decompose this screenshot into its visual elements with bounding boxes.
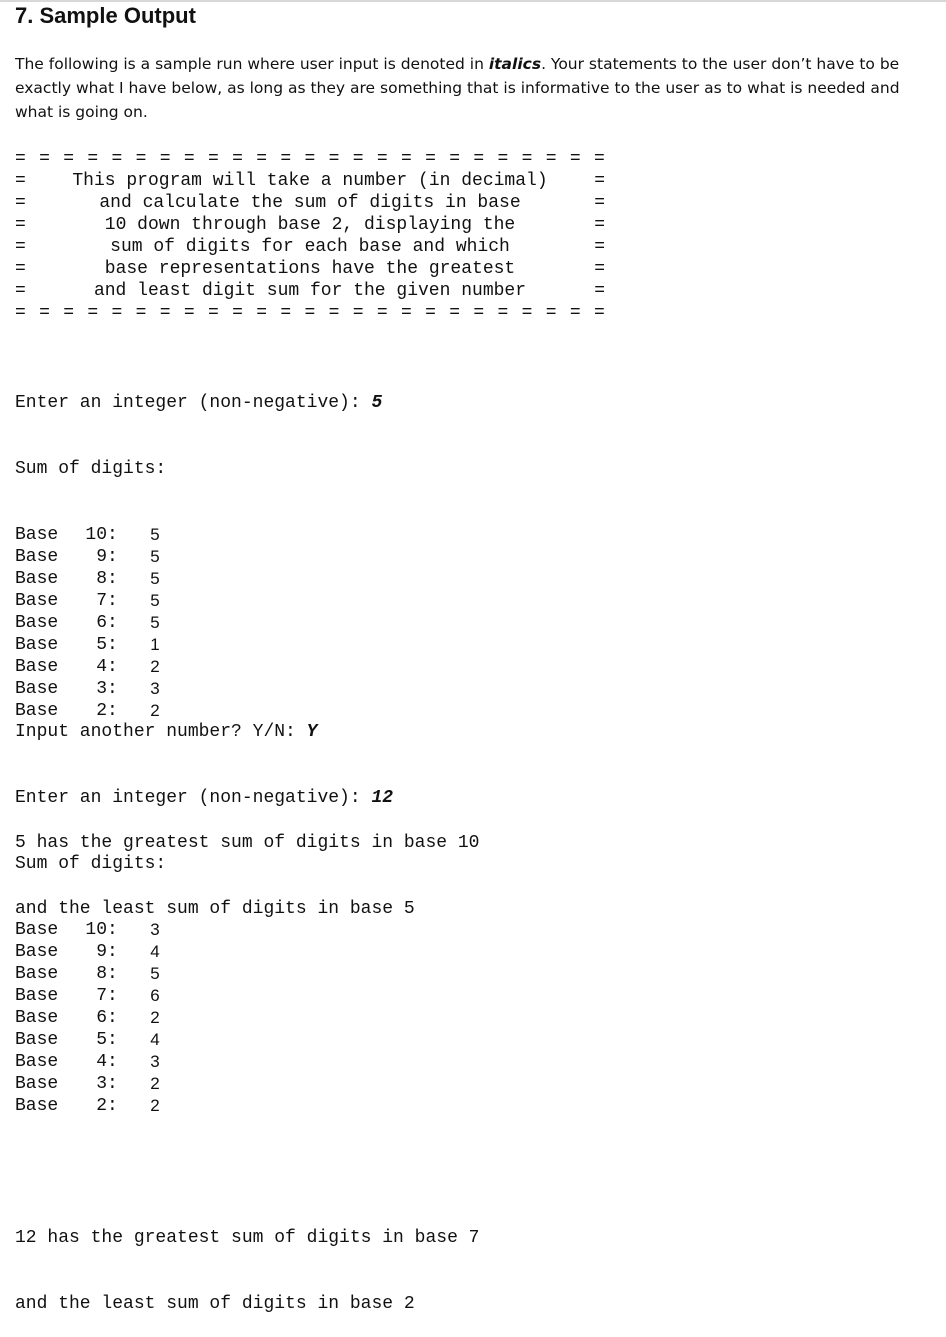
base-colon: :: [107, 547, 118, 567]
base-number: 2: [96, 701, 107, 721]
base-number: 6: [96, 613, 107, 633]
banner-border-char: =: [39, 303, 50, 323]
banner-border-char: =: [473, 303, 485, 323]
base-colon: :: [107, 701, 118, 721]
base-label: Base: [15, 1074, 59, 1094]
banner-border-char: =: [425, 303, 436, 323]
base-row: [15, 985, 479, 1007]
base-row: [15, 634, 479, 656]
base-colon: :: [107, 1030, 118, 1050]
base-label: Base: [15, 613, 59, 633]
banner-border-char: =: [15, 259, 26, 279]
base-number: 6: [96, 1008, 107, 1028]
base-row: [15, 1007, 479, 1029]
digit-sum-value: 3: [150, 920, 160, 939]
base-label: Base: [15, 1096, 59, 1116]
base-row: [15, 1029, 479, 1051]
user-input: 12: [371, 788, 394, 808]
banner-border-char: =: [449, 303, 461, 323]
base-label: Base: [15, 1052, 59, 1072]
banner-border-char: =: [594, 281, 605, 301]
base-colon: :: [107, 964, 118, 984]
digit-sum-value: 6: [150, 986, 160, 1005]
section-heading: 7. Sample Output: [15, 3, 196, 28]
base-number: 2: [96, 1096, 107, 1116]
base-row: [15, 568, 479, 590]
base-row: [15, 919, 479, 941]
banner-border-char: =: [425, 149, 436, 169]
summary-greatest: 12 has the greatest sum of digits in base 7: [15, 1228, 480, 1248]
base-row: [15, 524, 479, 546]
banner-border-char: =: [208, 303, 219, 323]
digit-sum-value: 2: [150, 701, 160, 720]
base-row: [15, 590, 479, 612]
base-number: 3: [96, 1074, 107, 1094]
banner-border-char: =: [473, 149, 485, 169]
digit-sum-value: 5: [150, 547, 160, 566]
banner-border-char: =: [111, 303, 123, 323]
banner-border-char: =: [87, 149, 99, 169]
banner-border-char: =: [15, 149, 26, 169]
base-colon: :: [107, 920, 118, 940]
banner-border-char: =: [208, 149, 219, 169]
base-number: 5: [96, 635, 107, 655]
base-row: [15, 1073, 479, 1095]
base-number: 4: [96, 657, 107, 677]
base-label: Base: [15, 569, 59, 589]
banner-border-char: =: [401, 303, 412, 323]
base-label: Base: [15, 657, 59, 677]
again-prompt-line: [15, 721, 479, 743]
base-colon: :: [107, 525, 118, 545]
base-number: 7: [96, 591, 107, 611]
banner-border-char: =: [449, 149, 461, 169]
base-number: 3: [96, 679, 107, 699]
banner-border-char: =: [135, 303, 147, 323]
base-colon: :: [107, 1096, 118, 1116]
banner-border-char: =: [15, 215, 26, 235]
base-number: 7: [96, 986, 107, 1006]
base-colon: :: [107, 635, 118, 655]
banner-border-char: =: [352, 149, 364, 169]
intro-text-end: . Your statements to the user don’t have to be exactly what I have below, as long as they are something that is informative to the user as to what is needed and what is going on.: [15, 55, 900, 121]
base-colon: :: [107, 679, 118, 699]
banner-border-char: =: [376, 303, 388, 323]
banner-border-char: =: [328, 303, 340, 323]
banner-border-char: =: [256, 303, 268, 323]
base-number: 10: [85, 525, 107, 545]
digit-sum-value: 5: [150, 525, 160, 544]
digit-sum-value: 2: [150, 1074, 160, 1093]
banner-border-char: =: [352, 303, 364, 323]
digit-sum-value: 4: [150, 942, 160, 961]
base-number: 8: [96, 964, 107, 984]
banner-border-char: =: [594, 193, 605, 213]
banner-border-char: =: [15, 281, 26, 301]
integer-prompt-line: [15, 787, 479, 809]
base-row: [15, 546, 479, 568]
base-row: [15, 941, 479, 963]
base-label: Base: [15, 525, 59, 545]
integer-prompt: Enter an integer (non-negative):: [15, 788, 372, 808]
base-label: Base: [15, 591, 59, 611]
banner-border-char: =: [183, 303, 195, 323]
banner-border-char: =: [256, 149, 268, 169]
digit-sum-value: 3: [150, 679, 160, 698]
banner-border-char: =: [159, 303, 171, 323]
digit-sum-value: 2: [150, 1008, 160, 1027]
base-colon: :: [107, 569, 118, 589]
banner-border-char: =: [521, 149, 533, 169]
user-input: 5: [371, 393, 383, 413]
banner-top-border: [15, 148, 605, 170]
again-prompt: Input another number? Y/N:: [15, 722, 307, 742]
base-label: Base: [15, 1008, 59, 1028]
banner-border-char: =: [15, 303, 26, 323]
base-number: 5: [96, 1030, 107, 1050]
banner-border-char: =: [15, 237, 26, 257]
summary-least: and the least sum of digits in base 5: [15, 899, 415, 919]
banner-border-char: =: [304, 303, 316, 323]
banner-border-char: =: [304, 149, 316, 169]
base-number: 10: [85, 920, 107, 940]
banner-border-char: =: [328, 149, 340, 169]
banner-border-char: =: [594, 215, 605, 235]
sum-header: Sum of digits:: [15, 854, 167, 874]
banner-border-char: =: [111, 149, 123, 169]
base-colon: :: [107, 942, 118, 962]
base-label: Base: [15, 679, 59, 699]
banner-border-char: =: [594, 237, 605, 257]
base-colon: :: [107, 591, 118, 611]
banner-border-char: =: [569, 149, 581, 169]
intro-emphasis: italics: [488, 55, 542, 73]
banner-line: [15, 214, 605, 236]
banner-line: [15, 170, 605, 192]
base-label: Base: [15, 1030, 59, 1050]
base-number: 9: [96, 547, 107, 567]
program-banner: [15, 148, 605, 324]
base-row: [15, 1095, 479, 1117]
base-label: Base: [15, 964, 59, 984]
base-row: [15, 612, 479, 634]
base-label: Base: [15, 635, 59, 655]
banner-border-char: =: [497, 303, 509, 323]
base-number: 8: [96, 569, 107, 589]
banner-border-char: =: [280, 149, 292, 169]
base-row: [15, 656, 479, 678]
banner-message: and calculate the sum of digits in base: [99, 193, 521, 213]
integer-prompt: Enter an integer (non-negative):: [15, 393, 372, 413]
digit-sum-value: 5: [150, 591, 160, 610]
banner-border-char: =: [594, 259, 605, 279]
banner-line: [15, 258, 605, 280]
digit-sum-value: 4: [150, 1030, 160, 1049]
banner-border-char: =: [594, 303, 605, 323]
banner-border-char: =: [376, 149, 388, 169]
summary-least: and the least sum of digits in base 2: [15, 1294, 415, 1314]
banner-message: This program will take a number (in decimal): [72, 171, 548, 191]
banner-border-char: =: [232, 149, 243, 169]
banner-border-char: =: [15, 193, 26, 213]
banner-border-char: =: [15, 171, 26, 191]
base-label: Base: [15, 701, 59, 721]
base-label: Base: [15, 547, 59, 567]
user-input: Y: [306, 722, 318, 742]
banner-border-char: =: [401, 149, 412, 169]
banner-border-char: =: [183, 149, 195, 169]
banner-bottom-border: [15, 302, 605, 324]
base-number: 9: [96, 942, 107, 962]
banner-message: sum of digits for each base and which: [110, 237, 510, 257]
sample-run-2: [15, 677, 479, 1337]
base-row: [15, 1051, 479, 1073]
intro-paragraph: [15, 52, 935, 124]
base-colon: :: [107, 657, 118, 677]
banner-border-char: =: [159, 149, 171, 169]
digit-sum-value: 2: [150, 657, 160, 676]
base-number: 4: [96, 1052, 107, 1072]
digit-sum-value: 5: [150, 964, 160, 983]
base-colon: :: [107, 1074, 118, 1094]
banner-message: and least digit sum for the given number: [93, 281, 527, 301]
banner-border-char: =: [594, 171, 605, 191]
banner-border-char: =: [87, 303, 99, 323]
base-colon: :: [107, 613, 118, 633]
base-label: Base: [15, 920, 59, 940]
banner-line: [15, 192, 605, 214]
intro-text-start: The following is a sample run where user input is denoted in: [15, 55, 489, 73]
digit-sum-value: 2: [150, 1096, 160, 1115]
base-colon: :: [107, 1052, 118, 1072]
banner-border-char: =: [63, 149, 75, 169]
summary-greatest: 5 has the greatest sum of digits in base 10: [15, 833, 480, 853]
digit-sum-value: 5: [150, 613, 160, 632]
base-colon: :: [107, 1008, 118, 1028]
banner-border-char: =: [594, 149, 605, 169]
banner-border-char: =: [545, 149, 557, 169]
banner-border-char: =: [280, 303, 292, 323]
base-colon: :: [107, 986, 118, 1006]
base-label: Base: [15, 986, 59, 1006]
integer-prompt-line: [15, 392, 479, 414]
banner-message: base representations have the greatest: [104, 259, 516, 279]
banner-border-char: =: [497, 149, 509, 169]
base-label: Base: [15, 942, 59, 962]
banner-line: [15, 236, 605, 258]
banner-border-char: =: [232, 303, 243, 323]
digit-sum-value: 3: [150, 1052, 160, 1071]
sum-header: Sum of digits:: [15, 459, 167, 479]
banner-border-char: =: [545, 303, 557, 323]
base-row: [15, 963, 479, 985]
banner-border-char: =: [39, 149, 50, 169]
digit-sum-value: 1: [150, 635, 160, 654]
digit-sum-value: 5: [150, 569, 160, 588]
banner-border-char: =: [135, 149, 147, 169]
banner-border-char: =: [569, 303, 581, 323]
banner-line: [15, 280, 605, 302]
banner-border-char: =: [521, 303, 533, 323]
banner-border-char: =: [63, 303, 75, 323]
banner-message: 10 down through base 2, displaying the: [104, 215, 516, 235]
